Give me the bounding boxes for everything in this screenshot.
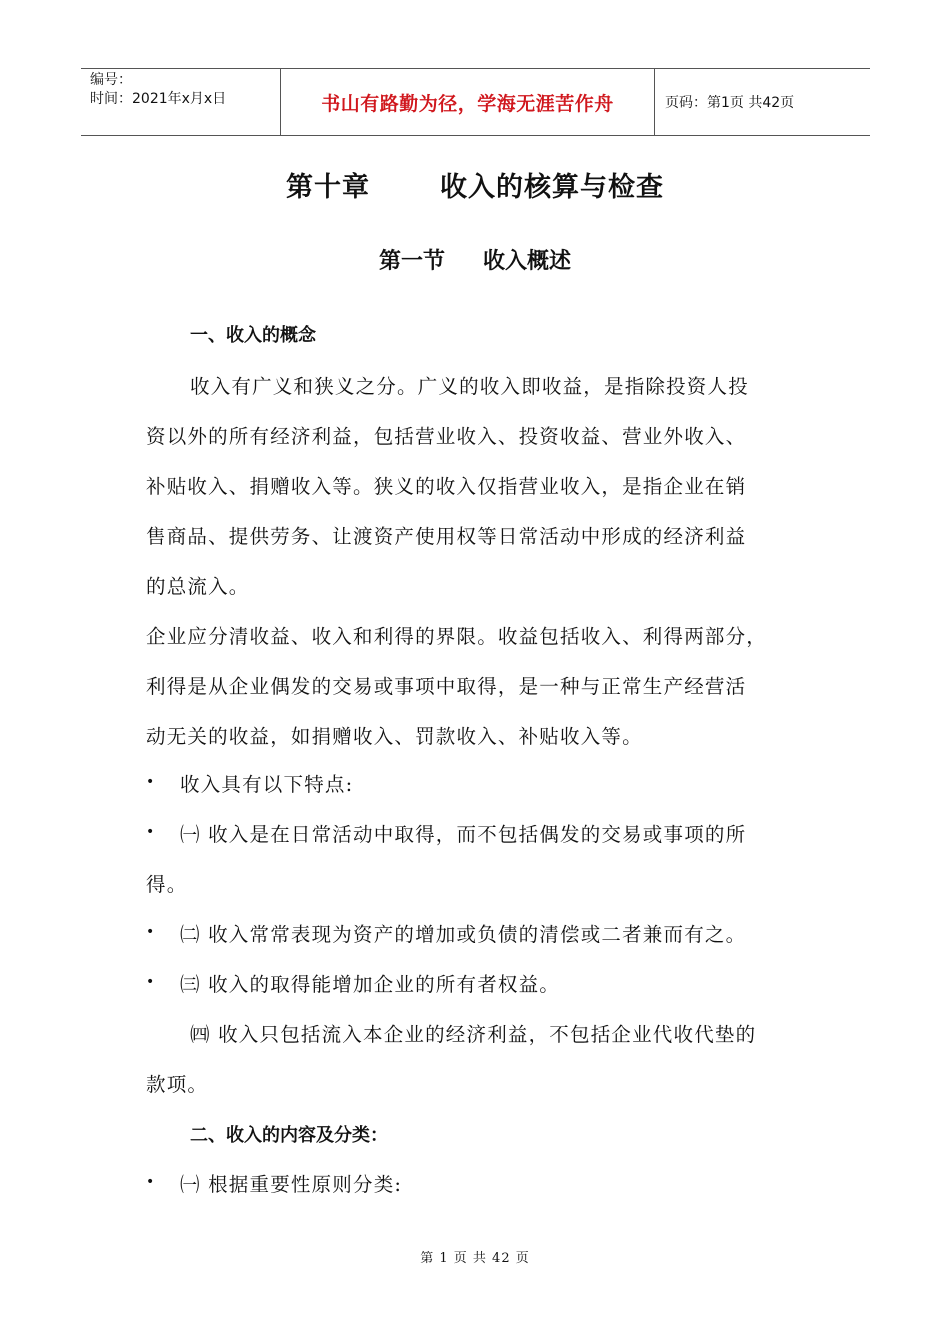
header-page-code: 页码：第1页 共42页 xyxy=(665,95,795,111)
list-item-cont: 款项。 xyxy=(146,1073,209,1096)
bullet-mark: • xyxy=(146,774,155,790)
body-line: 企业应分清收益、收入和利得的界限。收益包括收入、利得两部分， xyxy=(146,625,768,648)
list-item: ㈠ 收入是在日常活动中取得，而不包括偶发的交易或事项的所 xyxy=(180,823,747,846)
list-item: ㈠ 根据重要性原则分类: xyxy=(180,1173,403,1196)
header-motto: 书山有路勤为径，学海无涯苦作舟 xyxy=(281,69,655,135)
chapter-name: 收入的核算与检查 xyxy=(440,172,664,203)
page-footer: 第 1 页 共 42 页 xyxy=(420,1251,530,1266)
bullet-mark: • xyxy=(146,824,155,840)
section-name: 收入概述 xyxy=(483,249,572,274)
bullet-mark: • xyxy=(146,924,155,940)
body-line: 的总流入。 xyxy=(146,575,250,598)
body-line: 补贴收入、捐赠收入等。狭义的收入仅指营业收入，是指企业在销 xyxy=(146,475,747,498)
bullet-mark: • xyxy=(146,974,155,990)
list-item: 收入具有以下特点: xyxy=(180,773,354,796)
list-item: ㈡ 收入常常表现为资产的增加或负债的清偿或二者兼而有之。 xyxy=(180,923,747,946)
list-item: ㈣ 收入只包括流入本企业的经济利益，不包括企业代收代垫的 xyxy=(190,1023,757,1046)
heading-classification: 二、收入的内容及分类： xyxy=(190,1125,388,1146)
body-line: 收入有广义和狭义之分。广义的收入即收益，是指除投资人投 xyxy=(190,375,749,398)
chapter-number: 第十章 xyxy=(286,172,370,203)
number-label: 编号： xyxy=(90,72,132,88)
body-line: 利得是从企业偶发的交易或事项中取得，是一种与正常生产经营活 xyxy=(146,675,747,698)
body-line: 动无关的收益，如捐赠收入、罚款收入、补贴收入等。 xyxy=(146,725,643,748)
body-line: 资以外的所有经济利益，包括营业收入、投资收益、营业外收入、 xyxy=(146,425,747,448)
header-meta xyxy=(81,69,281,135)
list-item: ㈢ 收入的取得能增加企业的所有者权益。 xyxy=(180,973,560,996)
body-line: 售商品、提供劳务、让渡资产使用权等日常活动中形成的经济利益 xyxy=(146,525,747,548)
section-title xyxy=(0,244,950,275)
bullet-mark: • xyxy=(146,1174,155,1190)
heading-concept: 一、收入的概念 xyxy=(190,325,316,346)
chapter-title xyxy=(0,165,950,204)
header-table xyxy=(81,68,870,136)
time-label: 时间：2021年x月x日 xyxy=(90,91,227,107)
list-item-cont: 得。 xyxy=(146,873,188,896)
section-number: 第一节 xyxy=(378,249,445,274)
